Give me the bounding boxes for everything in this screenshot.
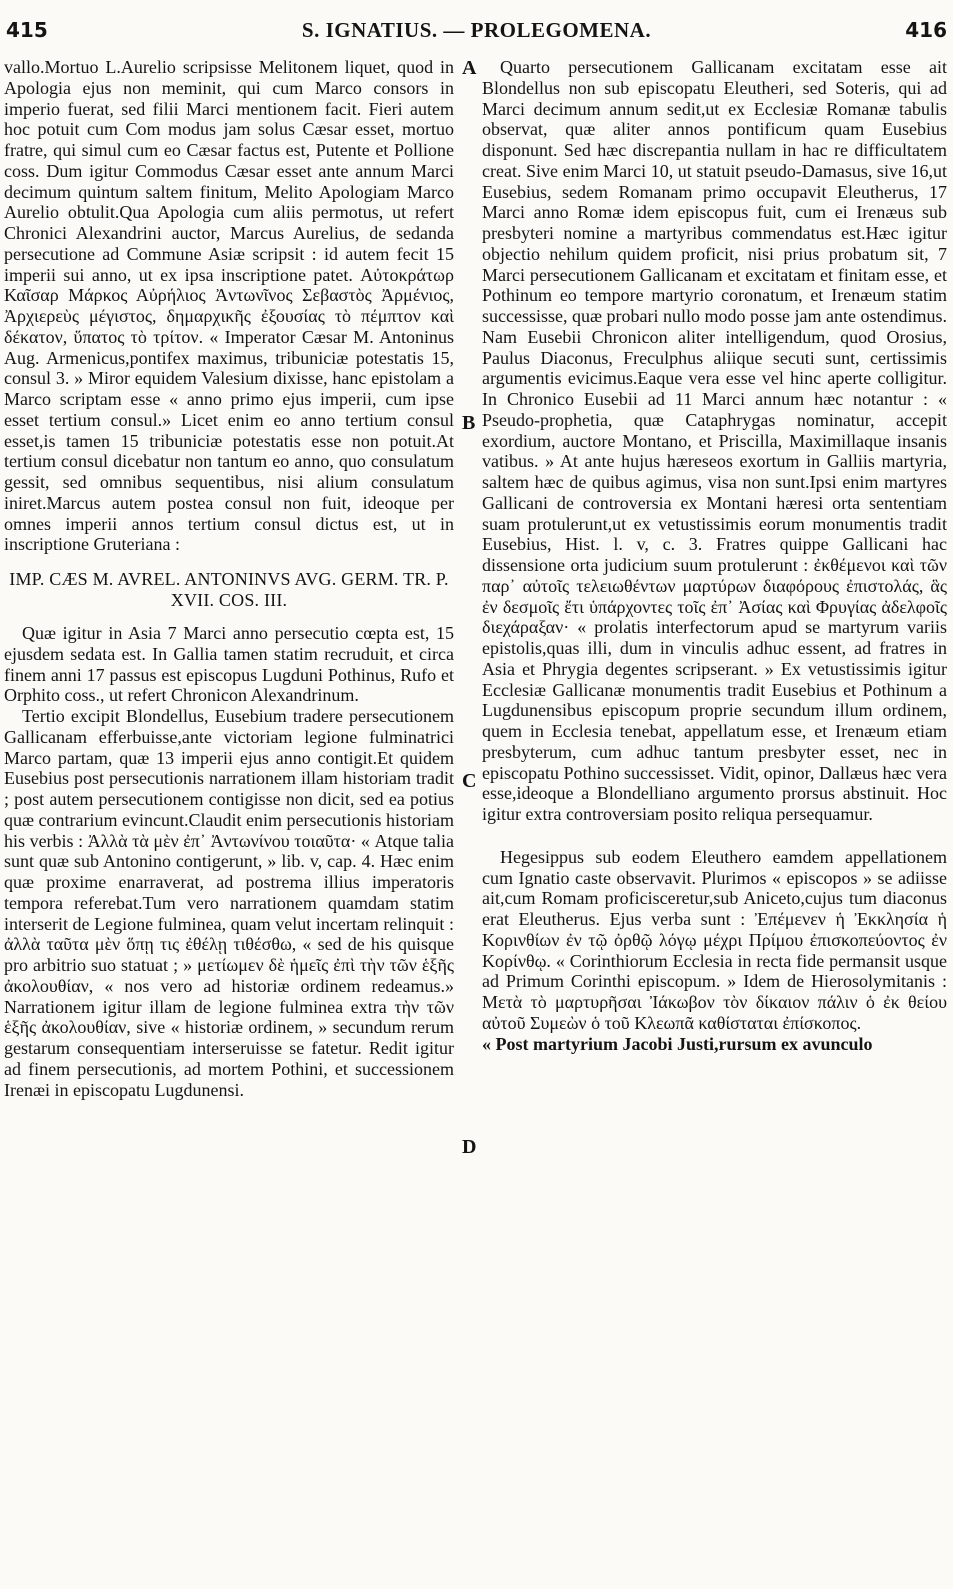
left-column bbox=[4, 57, 454, 1100]
margin-marker-c: C bbox=[462, 770, 477, 792]
left-page-number: 415 bbox=[6, 18, 48, 42]
margin-marker-d: D bbox=[462, 1136, 477, 1158]
running-header bbox=[0, 14, 953, 48]
running-title: S. IGNATIUS. — PROLEGOMENA. bbox=[301, 18, 652, 42]
right-column bbox=[482, 57, 947, 1054]
right-page-number: 416 bbox=[905, 18, 947, 42]
paragraph: vallo.Mortuo L.Aurelio scripsisse Melitonem liquet, quod in Apologia ejus non meminit, qui cum Marco consors in imperio fuerat, sed filii Marci mentionem facit. Fieri autem hoc potuit cum Com modus jam solus Cæsar esset, mortuo fratre, qui simul cum eo Cæsar factus est, Putente et Pollione coss. Dum igitur Commodus Cæsar esset ante annum Marci decimum quintum saltem finitum, Melito Apologiam Marco Aurelio obtulit.Qua Apologia cum aliis permotus, ut refert Chronici Alexandrini auctor, Marcus Aurelius, de sedanda persecutione ad Commune Asiæ scripsit : id autem fecit 15 imperii sui anno, ut ex ipsa inscriptione patet. Αὐτοκράτωρ Καῖσαρ Μάρκος Αὐρήλιος Ἀντωνῖνος Σεβαστὸς Ἀρμένιος, Ἀρχιερεὺς μέγιστος, δημαρχικῆς ἐξουσίας τὸ πέμπτον καὶ δέκατον, ὕπατος τὸ τρίτον. « Imperator Cæsar M. Antoninus Aug. Armenicus,pontifex maximus, tribuniciæ potestatis 15, consul 3. » Miror equidem Valesium dixisse, hanc epistolam a Marco scriptam esse « anno primo ejus imperii, cum ipse esset tertium consul.» Licet enim eo anno tertium consul esset,is tamen 15 tribuniciæ potestatis esse non potuit.At tertium consul dicebatur non tantum eo anno, quo consulatum gessit, sed omnibus sequentibus, nisi alium consulatum iniret.Marcus autem postea consul non fuit, ideoque per omnes imperii annos tertium consul dictus est, ut in inscriptione Gruteriana : bbox=[4, 57, 454, 555]
paragraph: Hegesippus sub eodem Eleuthero eamdem appellationem cum Ignatio caste observavit. Plurimos « episcopos » se adiisse ait,cum Romam proficisceretur,sub Aniceto,cujus tum diaconus erat Eleutherus. Ejus verba sunt : Ἐπέμενεν ἡ Ἐκκλησία ἡ Κορινθίων ἐν τῷ ὀρθῷ λόγῳ μέχρι Πρίμου ἐπισκοπεύοντος ἐν Κορίνθῳ. « Corinthiorum Ecclesia in recta fide permansit usque ad Primum Corinthi episcopum. » Idem de Hierosolymitanis : Μετὰ τὸ μαρτυρῆσαι Ἰάκωβον τὸν δίκαιον πάλιν ὁ ἐκ θείου αὐτοῦ Συμεὼν ὁ τοῦ Κλεωπᾶ καθίσταται ἐπίσκοπος. bbox=[482, 846, 947, 1033]
paragraph: Tertio excipit Blondellus, Eusebium tradere persecutionem Gallicanam efferbuisse,ante victoriam legione fulminatrici Marco partam, quæ 13 imperii ejus anno contigit.Et quidem Eusebius post persecutionis narrationem illam historiam tradit ; post autem persecutionem contigisse non dicit, sed ea potius quæ contrarium evincunt.Claudit enim persecutionis historiam his verbis : Ἀλλὰ τὰ μὲν ἐπ᾽ Ἀντωνίνου τοιαῦτα· « Atque talia sunt quæ sub Antonino contigerunt, » lib. v, cap. 4. Hæc enim quæ proxime enarraverat, ad postrema illius imperatoris tempora referebat.Tum vero narrationem quamdam statim interserit de Legione fulminea, quam velut incertam relinquit : ἀλλὰ ταῦτα μὲν ὅπῃ τις ἐθέλῃ τιθέσθω, « sed de his quisque pro arbitrio suo statuat ; » μετίωμεν δὲ ἡμεῖς ἐπὶ τὴν τῶν ἑξῆς ἀκολουθίαν, « nos vero ad historiæ ordinem redeamus.» Narrationem igitur illam de legione fulminea extra τὴν τῶν ἑξῆς ἀκολουθίαν, sive « historiæ ordinem, » secundum rerum gestarum consequentiam interseruisse se fatetur. Redit igitur ad finem persecutionis, ad mortem Pothini, et successionem Irenæi in episcopatu Lugdunensi. bbox=[4, 706, 454, 1100]
margin-marker-b: B bbox=[462, 412, 476, 434]
paragraph-continuation: « Post martyrium Jacobi Justi,rursum ex avunculo bbox=[482, 1033, 873, 1054]
margin-marker-a: A bbox=[462, 57, 477, 79]
paragraph: Quarto persecutionem Gallicanam excitatam esse ait Blondellus non sub episcopatu Eleutheri, sed Soteris, qui ad Marci decimum annum sedit,ut ex Ecclesiæ Romanæ tabulis observat, quæ aliter annos pontificum quam Eusebius disponunt. Sed hæc discrepantia nullam in hac re difficultatem creat. Sive enim Marci 10, ut statuit pseudo-Damasus, sive 16,ut Eusebius, sedem Romanam primo occupavit Eleutherus, 17 Marci anno Romæ idem episcopus fuit, cum ei Irenæus sub presbyteri nomine a martyribus commendatus est.Hæc igitur objectio nehilum quidem proficit, nisi prius probatum sit, 7 Marci persecutionem Gallicanam et excitatam et finitam esse, et Pothinum eo tempore martyrio coronatum, et Irenæum statim successisse, quæ probari nullo modo posse jam ante ostendimus. Nam Eusebii Chronicon aliter intelligendum, quod Orosius, Paulus Diaconus, Freculphus aliique secuti sunt, certissimis argumentis evicimus.Eaque vera esse vel hinc aperte colligitur. In Chronico Eusebii ad 11 Marci annum hæc notantur : « Pseudo-prophetia, quæ Cataphrygas nominatur, accepit exordium, auctore Montano, et Priscilla, Maximillaque insanis vatibus. » At ante hujus hæreseos exortum in Galliis martyria, saltem hæc de quibus agimus, visa non sunt.Ipsi enim martyres Gallicani de controversia ex Montani hæresi orta sententiam suam protulerunt,ut ex vetustissimis eorum monumentis tradit Eusebius, Hist. l. v, c. 3. Fratres quippe Gallicani hac dissensione orta judicium suum protulerunt : ἐκθέμενοι καὶ τῶν παρ᾽ αὐτοῖς τελειωθέντων μαρτύρων διαφόρους ἐπιστολάς, ἃς ἐν δεσμοῖς ἔτι ὑπάρχοντες τοῖς ἐπ᾽ Ἀσίας καὶ Φρυγίας ἀδελφοῖς διεχάραξαν· « prolatis interfectorum apud se martyrum variis epistolis,quas illi, dum in vinculis adhuc essent, ad fratres in Asia et Phrygia degentes scripserant. » Ex vetustissimis igitur Ecclesiæ Gallicanæ monumentis tradit Eusebius et Pothinum a Lugdunensibus episcopum proprie secundum illum ordinem, quem in Ecclesia tenebat, appellatum esse, et Irenæum etiam presbyterum, cum adhuc tantum presbyter esset, nec in episcopatu Pothino successisset. Vidit, opinor, Dallæus hæc vera esse,ideoque a Blondelliano argumento prorsus abstinuit. Hoc igitur extra controversiam posito reliqua persequamur. bbox=[482, 57, 947, 824]
paragraph: Quæ igitur in Asia 7 Marci anno persecutio cœpta est, 15 ejusdem sedata est. In Gallia tamen statim recruduit, et circa finem anni 17 passus est episcopus Lugduni Pothinus, Rufo et Orphito coss., ut refert Chronicon Alexandrinum. bbox=[4, 623, 454, 706]
inscription-heading: IMP. CÆS M. AVREL. ANTONINVS AVG. GERM. TR. P. XVII. COS. III. bbox=[9, 569, 449, 610]
